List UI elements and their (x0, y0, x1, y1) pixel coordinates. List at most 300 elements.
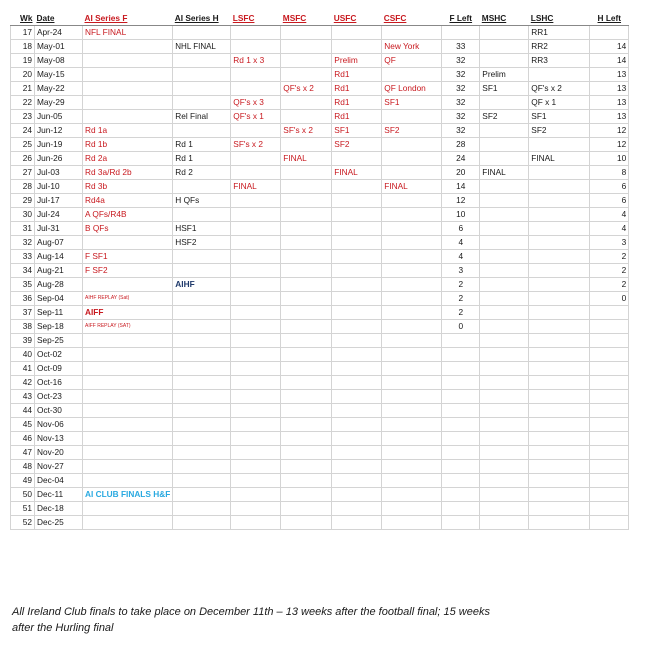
cell-usfc (332, 446, 382, 460)
cell-wk: 26 (11, 152, 35, 166)
cell-date: Nov-27 (35, 460, 83, 474)
cell-fleft: 32 (442, 82, 480, 96)
cell-mshc (480, 418, 529, 432)
table-row (11, 390, 629, 404)
cell-date: Sep-18 (35, 320, 83, 334)
table-row (11, 502, 629, 516)
cell-fleft (442, 376, 480, 390)
cell-hleft: 0 (590, 292, 629, 306)
cell-lsfc (231, 152, 281, 166)
cell-msfc (281, 208, 332, 222)
cell-csfc (382, 152, 442, 166)
column-header-wk: Wk (11, 12, 35, 26)
cell-mshc (480, 250, 529, 264)
cell-mshc (480, 124, 529, 138)
cell-csfc (382, 516, 442, 530)
cell-hleft (590, 306, 629, 320)
cell-fleft: 4 (442, 250, 480, 264)
cell-wk: 20 (11, 68, 35, 82)
cell-usfc (332, 306, 382, 320)
cell-aif (83, 418, 173, 432)
cell-aif (83, 68, 173, 82)
cell-msfc (281, 306, 332, 320)
cell-lsfc (231, 418, 281, 432)
cell-usfc: Rd1 (332, 82, 382, 96)
cell-lshc (529, 502, 590, 516)
cell-usfc (332, 362, 382, 376)
cell-hleft: 3 (590, 236, 629, 250)
cell-lsfc (231, 376, 281, 390)
cell-fleft (442, 516, 480, 530)
cell-aif (83, 432, 173, 446)
cell-aih (173, 446, 231, 460)
cell-msfc (281, 40, 332, 54)
cell-fleft (442, 432, 480, 446)
cell-date: Oct-23 (35, 390, 83, 404)
column-header-date: Date (35, 12, 83, 26)
cell-wk: 31 (11, 222, 35, 236)
cell-usfc (332, 40, 382, 54)
cell-msfc (281, 180, 332, 194)
cell-date: Aug-21 (35, 264, 83, 278)
cell-date: May-22 (35, 82, 83, 96)
cell-aif: A QFs/R4B (83, 208, 173, 222)
cell-fleft (442, 334, 480, 348)
cell-lsfc (231, 40, 281, 54)
cell-hleft: 8 (590, 166, 629, 180)
cell-usfc (332, 26, 382, 40)
footnote-line-1: All Ireland Club finals to take place on December 11th – 13 weeks after the football final; 15 weeks (12, 606, 490, 618)
cell-aih (173, 68, 231, 82)
fixtures-table (10, 12, 629, 530)
table-row (11, 194, 629, 208)
cell-aih (173, 54, 231, 68)
cell-hleft: 12 (590, 124, 629, 138)
cell-aih (173, 376, 231, 390)
cell-lshc (529, 348, 590, 362)
cell-lsfc (231, 362, 281, 376)
cell-mshc (480, 194, 529, 208)
cell-wk: 47 (11, 446, 35, 460)
cell-msfc (281, 474, 332, 488)
cell-aif: Rd 2a (83, 152, 173, 166)
cell-wk: 45 (11, 418, 35, 432)
table-body (11, 26, 629, 530)
cell-lsfc (231, 250, 281, 264)
cell-mshc (480, 376, 529, 390)
table-row (11, 236, 629, 250)
cell-mshc (480, 152, 529, 166)
cell-fleft: 12 (442, 194, 480, 208)
cell-mshc (480, 502, 529, 516)
cell-date: Oct-02 (35, 348, 83, 362)
cell-wk: 27 (11, 166, 35, 180)
cell-usfc: Prelim (332, 54, 382, 68)
table-row (11, 348, 629, 362)
table-row (11, 446, 629, 460)
table-row (11, 474, 629, 488)
cell-fleft (442, 460, 480, 474)
cell-wk: 28 (11, 180, 35, 194)
cell-hleft (590, 418, 629, 432)
cell-csfc (382, 26, 442, 40)
cell-usfc (332, 376, 382, 390)
cell-date: Jun-05 (35, 110, 83, 124)
cell-mshc (480, 474, 529, 488)
table-row (11, 68, 629, 82)
cell-date: Sep-11 (35, 306, 83, 320)
cell-lsfc (231, 404, 281, 418)
cell-aif: NFL FINAL (83, 26, 173, 40)
table-row (11, 222, 629, 236)
cell-msfc (281, 348, 332, 362)
cell-lshc (529, 516, 590, 530)
cell-lsfc (231, 166, 281, 180)
cell-hleft (590, 446, 629, 460)
cell-fleft: 10 (442, 208, 480, 222)
table-row (11, 96, 629, 110)
cell-mshc (480, 390, 529, 404)
cell-wk: 51 (11, 502, 35, 516)
cell-usfc (332, 460, 382, 474)
cell-csfc (382, 166, 442, 180)
cell-hleft (590, 404, 629, 418)
cell-aih: HSF1 (173, 222, 231, 236)
cell-lsfc (231, 432, 281, 446)
cell-mshc (480, 40, 529, 54)
cell-aif: AI CLUB FINALS H&F (83, 488, 173, 502)
cell-usfc (332, 180, 382, 194)
cell-fleft: 14 (442, 180, 480, 194)
cell-hleft (590, 320, 629, 334)
cell-msfc (281, 404, 332, 418)
cell-lsfc (231, 306, 281, 320)
cell-aif (83, 40, 173, 54)
cell-wk: 48 (11, 460, 35, 474)
cell-lsfc (231, 194, 281, 208)
cell-mshc (480, 306, 529, 320)
table-row (11, 418, 629, 432)
table-row (11, 250, 629, 264)
cell-lshc (529, 68, 590, 82)
cell-aif (83, 446, 173, 460)
cell-lsfc (231, 124, 281, 138)
cell-lsfc: FINAL (231, 180, 281, 194)
cell-lsfc (231, 502, 281, 516)
cell-mshc (480, 446, 529, 460)
cell-aif: AIFF (83, 306, 173, 320)
table-row (11, 516, 629, 530)
cell-usfc: SF2 (332, 138, 382, 152)
cell-usfc: Rd1 (332, 110, 382, 124)
cell-lshc: SF1 (529, 110, 590, 124)
cell-usfc (332, 152, 382, 166)
cell-csfc (382, 334, 442, 348)
cell-aif: Rd 1a (83, 124, 173, 138)
cell-csfc (382, 292, 442, 306)
cell-wk: 22 (11, 96, 35, 110)
cell-fleft (442, 404, 480, 418)
table-row (11, 40, 629, 54)
cell-fleft: 2 (442, 278, 480, 292)
cell-mshc (480, 348, 529, 362)
cell-fleft: 2 (442, 306, 480, 320)
cell-lsfc: QF's x 1 (231, 110, 281, 124)
cell-aih (173, 124, 231, 138)
cell-msfc (281, 292, 332, 306)
cell-aif (83, 96, 173, 110)
cell-date: Jun-12 (35, 124, 83, 138)
cell-hleft: 13 (590, 96, 629, 110)
cell-fleft (442, 488, 480, 502)
cell-date: Aug-28 (35, 278, 83, 292)
cell-aih (173, 334, 231, 348)
cell-usfc: SF1 (332, 124, 382, 138)
cell-fleft: 2 (442, 292, 480, 306)
cell-mshc (480, 138, 529, 152)
cell-usfc (332, 292, 382, 306)
cell-date: Jul-24 (35, 208, 83, 222)
cell-aih (173, 180, 231, 194)
cell-csfc: QF London (382, 82, 442, 96)
cell-csfc (382, 222, 442, 236)
cell-mshc (480, 26, 529, 40)
cell-aih (173, 390, 231, 404)
cell-msfc (281, 362, 332, 376)
table-row (11, 166, 629, 180)
table-row (11, 54, 629, 68)
cell-aih: NHL FINAL (173, 40, 231, 54)
cell-lshc (529, 390, 590, 404)
cell-aih (173, 516, 231, 530)
table-row (11, 278, 629, 292)
cell-aif: F SF1 (83, 250, 173, 264)
cell-lshc (529, 334, 590, 348)
cell-csfc (382, 502, 442, 516)
table-row (11, 432, 629, 446)
cell-msfc (281, 516, 332, 530)
table-row (11, 124, 629, 138)
table-row (11, 460, 629, 474)
cell-wk: 18 (11, 40, 35, 54)
cell-aif (83, 460, 173, 474)
cell-hleft (590, 362, 629, 376)
cell-aif (83, 82, 173, 96)
cell-lsfc (231, 264, 281, 278)
cell-msfc (281, 278, 332, 292)
cell-lshc (529, 180, 590, 194)
cell-hleft (590, 348, 629, 362)
cell-aih (173, 362, 231, 376)
cell-usfc (332, 278, 382, 292)
cell-aif (83, 502, 173, 516)
cell-csfc (382, 208, 442, 222)
cell-wk: 42 (11, 376, 35, 390)
cell-mshc (480, 432, 529, 446)
cell-hleft: 10 (590, 152, 629, 166)
table-row (11, 180, 629, 194)
cell-lshc (529, 236, 590, 250)
cell-mshc (480, 334, 529, 348)
cell-lsfc (231, 474, 281, 488)
cell-aif: Rd 1b (83, 138, 173, 152)
cell-hleft (590, 376, 629, 390)
cell-date: Jul-17 (35, 194, 83, 208)
cell-aih (173, 292, 231, 306)
cell-usfc (332, 264, 382, 278)
cell-fleft: 6 (442, 222, 480, 236)
cell-lshc: SF2 (529, 124, 590, 138)
cell-lsfc (231, 68, 281, 82)
cell-fleft (442, 362, 480, 376)
cell-hleft: 2 (590, 264, 629, 278)
cell-hleft: 13 (590, 110, 629, 124)
footnote (12, 604, 612, 636)
cell-wk: 29 (11, 194, 35, 208)
cell-aif: F SF2 (83, 264, 173, 278)
cell-date: Jul-31 (35, 222, 83, 236)
cell-csfc (382, 348, 442, 362)
cell-mshc (480, 208, 529, 222)
cell-lshc (529, 278, 590, 292)
cell-wk: 32 (11, 236, 35, 250)
cell-aih (173, 418, 231, 432)
cell-hleft: 6 (590, 194, 629, 208)
cell-aih: AIHF (173, 278, 231, 292)
table-row (11, 362, 629, 376)
cell-aif (83, 362, 173, 376)
table-row (11, 264, 629, 278)
cell-lshc (529, 474, 590, 488)
cell-date: Nov-13 (35, 432, 83, 446)
cell-fleft: 0 (442, 320, 480, 334)
cell-wk: 21 (11, 82, 35, 96)
cell-date: Nov-06 (35, 418, 83, 432)
column-header-msfc: MSFC (281, 12, 332, 26)
cell-aih (173, 460, 231, 474)
cell-lsfc: QF's x 3 (231, 96, 281, 110)
cell-lsfc (231, 208, 281, 222)
cell-hleft (590, 502, 629, 516)
cell-fleft (442, 348, 480, 362)
cell-wk: 36 (11, 292, 35, 306)
cell-lshc (529, 194, 590, 208)
cell-csfc (382, 264, 442, 278)
column-header-mshc: MSHC (480, 12, 529, 26)
cell-csfc (382, 278, 442, 292)
column-header-lsfc: LSFC (231, 12, 281, 26)
cell-msfc: SF's x 2 (281, 124, 332, 138)
cell-msfc (281, 96, 332, 110)
cell-aif (83, 390, 173, 404)
cell-aih (173, 488, 231, 502)
cell-msfc (281, 488, 332, 502)
cell-usfc (332, 502, 382, 516)
cell-aif: Rd 3a/Rd 2b (83, 166, 173, 180)
cell-mshc (480, 292, 529, 306)
cell-lshc (529, 222, 590, 236)
cell-csfc (382, 460, 442, 474)
cell-fleft: 4 (442, 236, 480, 250)
cell-hleft (590, 390, 629, 404)
cell-aif (83, 404, 173, 418)
cell-usfc (332, 320, 382, 334)
cell-csfc (382, 110, 442, 124)
cell-lshc (529, 208, 590, 222)
cell-msfc (281, 166, 332, 180)
cell-fleft: 20 (442, 166, 480, 180)
column-header-lshc: LSHC (529, 12, 590, 26)
cell-date: Aug-14 (35, 250, 83, 264)
cell-csfc (382, 138, 442, 152)
cell-hleft (590, 474, 629, 488)
column-header-fleft: F Left (442, 12, 480, 26)
cell-mshc (480, 222, 529, 236)
cell-date: Aug-07 (35, 236, 83, 250)
cell-lsfc (231, 488, 281, 502)
table-row (11, 488, 629, 502)
table-row (11, 320, 629, 334)
cell-aif: AIFF REPLAY (SAT) (83, 320, 173, 334)
column-header-hleft: H Left (590, 12, 629, 26)
cell-date: Dec-11 (35, 488, 83, 502)
cell-aif (83, 474, 173, 488)
cell-lshc (529, 446, 590, 460)
cell-lshc (529, 250, 590, 264)
cell-aif: B QFs (83, 222, 173, 236)
column-header-csfc: CSFC (382, 12, 442, 26)
cell-date: Oct-09 (35, 362, 83, 376)
cell-fleft (442, 418, 480, 432)
cell-date: Jul-03 (35, 166, 83, 180)
cell-hleft: 13 (590, 68, 629, 82)
cell-csfc (382, 68, 442, 82)
cell-lsfc (231, 334, 281, 348)
cell-hleft: 2 (590, 278, 629, 292)
cell-wk: 34 (11, 264, 35, 278)
cell-date: May-08 (35, 54, 83, 68)
header-row (11, 12, 629, 26)
cell-wk: 41 (11, 362, 35, 376)
cell-date: May-15 (35, 68, 83, 82)
cell-lshc: RR3 (529, 54, 590, 68)
cell-mshc (480, 362, 529, 376)
cell-msfc (281, 110, 332, 124)
cell-lsfc (231, 292, 281, 306)
cell-mshc: Prelim (480, 68, 529, 82)
cell-msfc (281, 418, 332, 432)
cell-date: Dec-25 (35, 516, 83, 530)
cell-usfc (332, 418, 382, 432)
cell-fleft: 32 (442, 96, 480, 110)
cell-aif (83, 110, 173, 124)
cell-usfc: Rd1 (332, 68, 382, 82)
cell-lshc: QF x 1 (529, 96, 590, 110)
cell-aif (83, 334, 173, 348)
cell-wk: 49 (11, 474, 35, 488)
cell-msfc (281, 264, 332, 278)
table-row (11, 152, 629, 166)
cell-mshc (480, 320, 529, 334)
cell-usfc (332, 404, 382, 418)
cell-wk: 46 (11, 432, 35, 446)
cell-lsfc (231, 516, 281, 530)
cell-wk: 39 (11, 334, 35, 348)
cell-hleft: 13 (590, 82, 629, 96)
cell-mshc: SF1 (480, 82, 529, 96)
cell-csfc: SF2 (382, 124, 442, 138)
cell-lshc (529, 488, 590, 502)
